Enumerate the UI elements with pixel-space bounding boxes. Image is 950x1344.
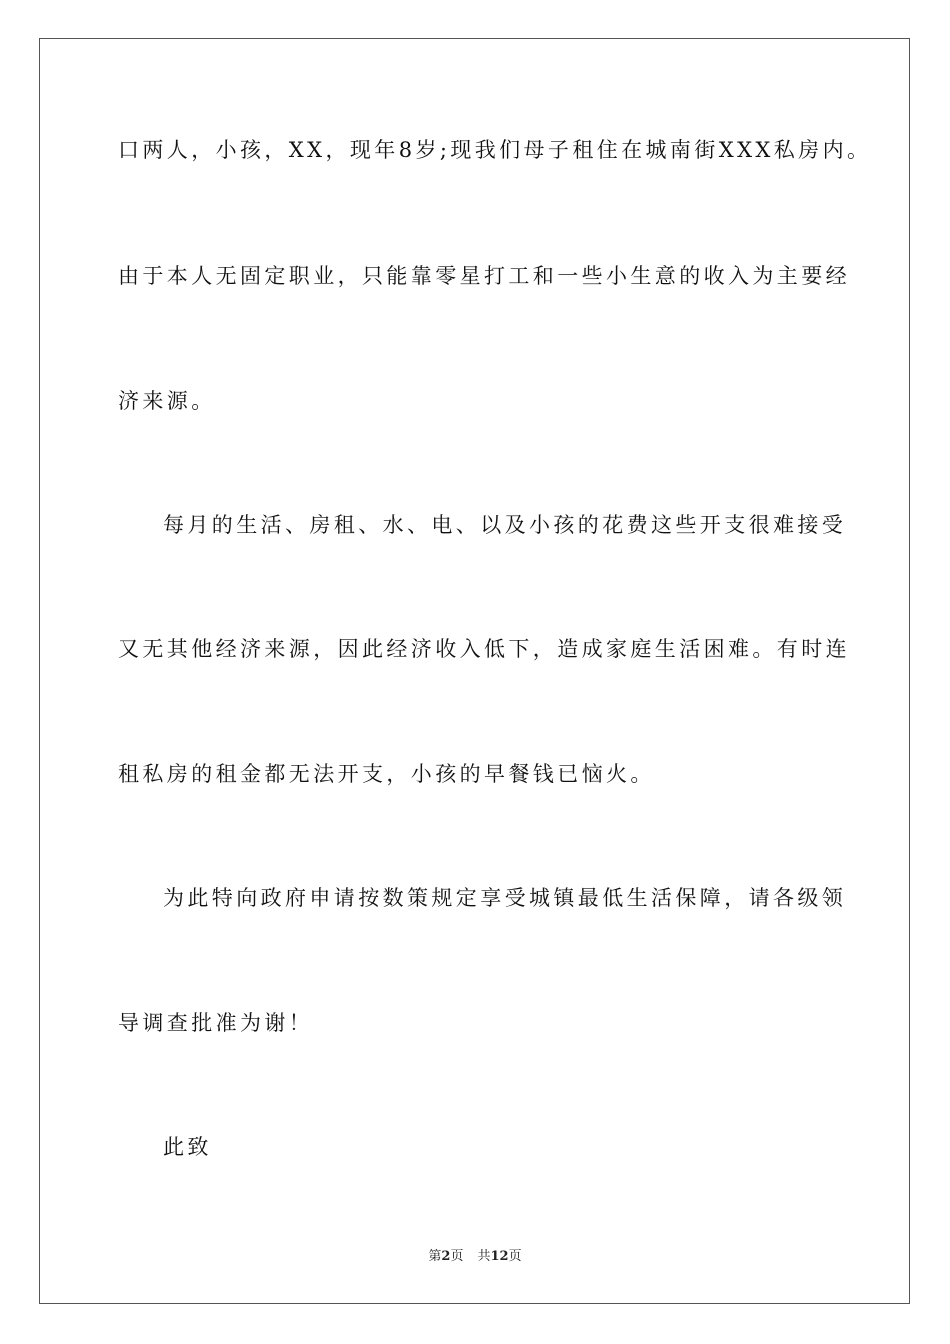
page-border	[39, 38, 910, 1304]
body-line-4: 每月的生活、房租、水、电、以及小孩的花费这些开支很难接受	[163, 513, 847, 537]
body-line-8: 导调查批准为谢！	[118, 1011, 314, 1035]
body-line-3: 济来源。	[118, 389, 216, 413]
body-line-1: 口两人，小孩，XX，现年8岁;现我们母子租住在城南街XXX私房内。	[118, 138, 872, 162]
body-line-7: 为此特向政府申请按数策规定享受城镇最低生活保障，请各级领	[163, 886, 847, 910]
body-line-5: 又无其他经济来源，因此经济收入低下，造成家庭生活困难。有时连	[118, 637, 850, 661]
closing-line: 此致	[163, 1135, 212, 1159]
body-line-6: 租私房的租金都无法开支，小孩的早餐钱已恼火。	[118, 762, 655, 786]
total-pages: 12	[490, 1249, 509, 1264]
total-prefix: 共	[477, 1249, 491, 1264]
page-footer	[0, 1248, 950, 1266]
body-line-2: 由于本人无固定职业，只能靠零星打工和一些小生意的收入为主要经	[118, 264, 850, 288]
page-number: 2	[441, 1249, 451, 1264]
page-suffix: 页	[450, 1249, 464, 1264]
page-prefix: 第	[428, 1249, 442, 1264]
total-suffix: 页	[508, 1249, 522, 1264]
